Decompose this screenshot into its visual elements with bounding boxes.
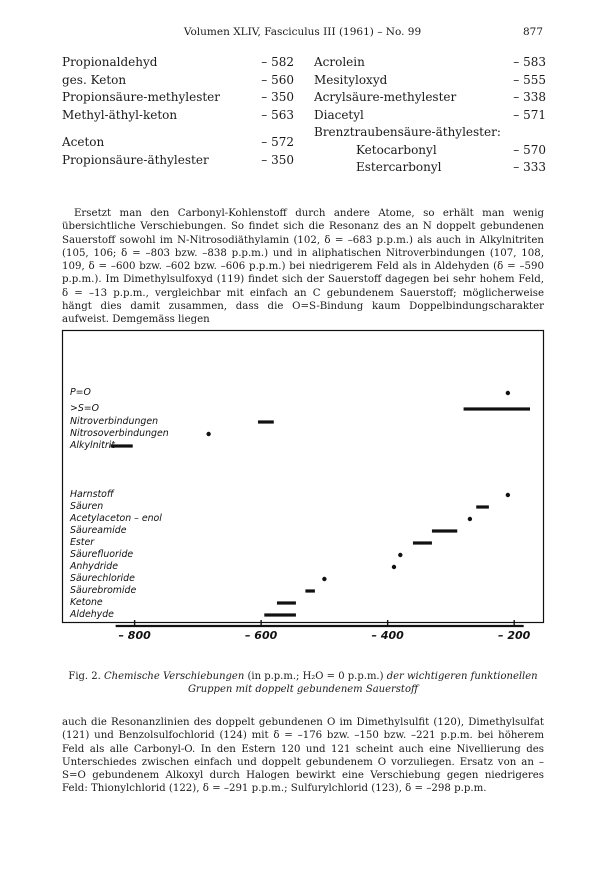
compound-name: Propionsäure-methylester [62, 90, 221, 104]
table-row [314, 142, 546, 160]
category-label: Acetylaceton – enol [70, 513, 162, 524]
category-label: Säurebromide [70, 585, 137, 596]
shift-value: – 583 [513, 55, 546, 69]
compound-name: Acrolein [314, 55, 365, 69]
body-paragraph: Ersetzt man den Carbonyl-Kohlenstoff durch andere Atome, so erhält man wenig übersichtliche Verschiebungen. So findet sich die Resonanz des an N doppelt gebundenen Sauerstoff sowohl im N-Nitrosodiäthylamin (102, δ = –683 p.p.m.) als auch in Alkylnitriten (105, 106; δ = –803 bzw. –838 p.p.m.) und in aliphatischen Nitroverbindungen (107, 108, 109, δ = –600 bzw. –602 bzw. –606 p.p.m.) bei niedrigerem Feld als in Aldehyden (δ = –590 p.p.m.). Im Dimethylsulfoxyd (119) findet sich der Sauerstoff dagegen bei sehr hohem Feld, δ = –13 p.p.m., vergleichbar mit einfach an C gebundenem Sauerstoff; möglicherweise hängt dies damit zusammen, dass die O=S-Bindung kaum Doppelbindungscharakter aufweist. Demgemäss liegen [62, 208, 544, 326]
data-point [206, 432, 210, 436]
table-row [62, 134, 294, 152]
shift-value: – 572 [261, 135, 294, 149]
running-header [0, 26, 605, 40]
data-point [506, 391, 510, 395]
caption-description: der wichtigeren funktionellen Gruppen mit doppelt gebundenem Sauerstoff [187, 671, 538, 695]
category-label: Nitroverbindungen [70, 416, 159, 427]
data-point [392, 565, 396, 569]
data-point [506, 493, 510, 497]
journal-reference: Volumen XLIV, Fasciculus III (1961) – No. 99 [183, 26, 422, 38]
shift-value: – 582 [261, 55, 294, 69]
data-range-bar [277, 601, 296, 604]
shift-table-left-column [62, 54, 294, 169]
data-range-bar [264, 613, 296, 616]
compound-name: ges. Keton [62, 72, 127, 87]
chemical-shift-chart [62, 330, 544, 668]
data-point [322, 577, 326, 581]
category-label: Alkylnitrit [70, 440, 115, 451]
category-label: >S=O [70, 403, 100, 414]
category-label: Säureamide [70, 525, 127, 536]
table-row [314, 89, 546, 107]
category-label: Ketone [70, 597, 103, 608]
data-range-bar [258, 420, 274, 423]
data-range-bar [305, 589, 314, 592]
figure-caption [62, 670, 544, 696]
data-range-bar [413, 541, 432, 544]
compound-name: Acrylsäure-methylester [314, 90, 457, 104]
shift-value: – 333 [513, 160, 546, 174]
caption-figure-number: Fig. 2. [68, 671, 101, 682]
shift-value: – 350 [261, 90, 294, 104]
compound-name: Ketocarbonyl [356, 142, 437, 157]
shift-value: – 338 [513, 90, 546, 104]
table-row [62, 107, 294, 125]
table-row [62, 152, 294, 170]
page-number: 877 [522, 26, 543, 38]
x-tick-label: – 600 [244, 629, 278, 642]
table-row [314, 159, 546, 177]
table-row [62, 89, 294, 107]
x-tick-label: – 200 [498, 629, 531, 642]
caption-title: Chemische Verschiebungen [104, 671, 245, 682]
data-point [468, 517, 472, 521]
data-range-bar [476, 505, 489, 508]
compound-name: Mesityloxyd [314, 72, 388, 87]
category-label: Aldehyde [70, 609, 114, 620]
chart-canvas [62, 330, 544, 668]
compound-name: Methyl-äthyl-keton [62, 107, 178, 122]
data-range-bar [464, 407, 530, 410]
table-row [62, 72, 294, 90]
category-label: Harnstoff [70, 489, 114, 500]
category-label: Säurefluoride [70, 549, 134, 560]
compound-name: Propionsäure-äthylester [62, 152, 209, 167]
table-row [62, 54, 294, 72]
shift-value: – 570 [513, 142, 546, 157]
shift-value: – 555 [513, 72, 546, 87]
category-label: Ester [70, 537, 95, 548]
category-label: Anhydride [70, 561, 118, 572]
caption-units: (in p.p.m.; H₂O = 0 p.p.m.) [247, 671, 384, 682]
shift-value: – 350 [261, 152, 294, 167]
category-label: Säuren [70, 501, 104, 512]
compound-name: Brenztraubensäure-äthylester: [314, 125, 501, 139]
table-row [314, 124, 546, 142]
compound-name: Estercarbonyl [356, 160, 442, 174]
table-row [314, 54, 546, 72]
category-label: P=O [70, 387, 91, 398]
category-label: Nitrosoverbindungen [70, 428, 169, 439]
compound-name: Aceton [62, 135, 105, 149]
chemical-shift-table [62, 54, 544, 194]
data-point [398, 553, 402, 557]
compound-name: Propionaldehyd [62, 55, 158, 69]
x-tick-label: – 400 [371, 629, 404, 642]
body-paragraph: auch die Resonanzlinien des doppelt gebundenen O im Dimethylsulfit (120), Dimethylsulfat (121) und Benzolsulfochlorid (124) mit δ = –176 bzw. –150 bzw. –221 p.p.m. bei höherem Feld als alle Carbonyl-O. In den Estern 120 und 121 scheint auch eine Nivellierung des Unterschiedes zwischen einfach und doppelt gebundenem O vorzuliegen. Ersatz von an –S=O gebundenem Alkoxyl durch Halogen bewirkt eine Verschiebung gegen niedrigeres Feld: Thionylchlorid (122), δ = –291 p.p.m.; Sulfurylchlorid (123), δ = –298 p.p.m. [62, 717, 544, 795]
shift-value: – 571 [513, 107, 546, 122]
data-range-bar [432, 529, 457, 532]
category-label: Säurechloride [70, 573, 135, 584]
x-tick-label: – 800 [118, 629, 151, 642]
table-row [314, 72, 546, 90]
compound-name: Diacetyl [314, 107, 364, 122]
shift-value: – 560 [261, 72, 294, 87]
shift-table-right-column [314, 54, 546, 177]
shift-value: – 563 [261, 107, 294, 122]
table-row [314, 107, 546, 125]
